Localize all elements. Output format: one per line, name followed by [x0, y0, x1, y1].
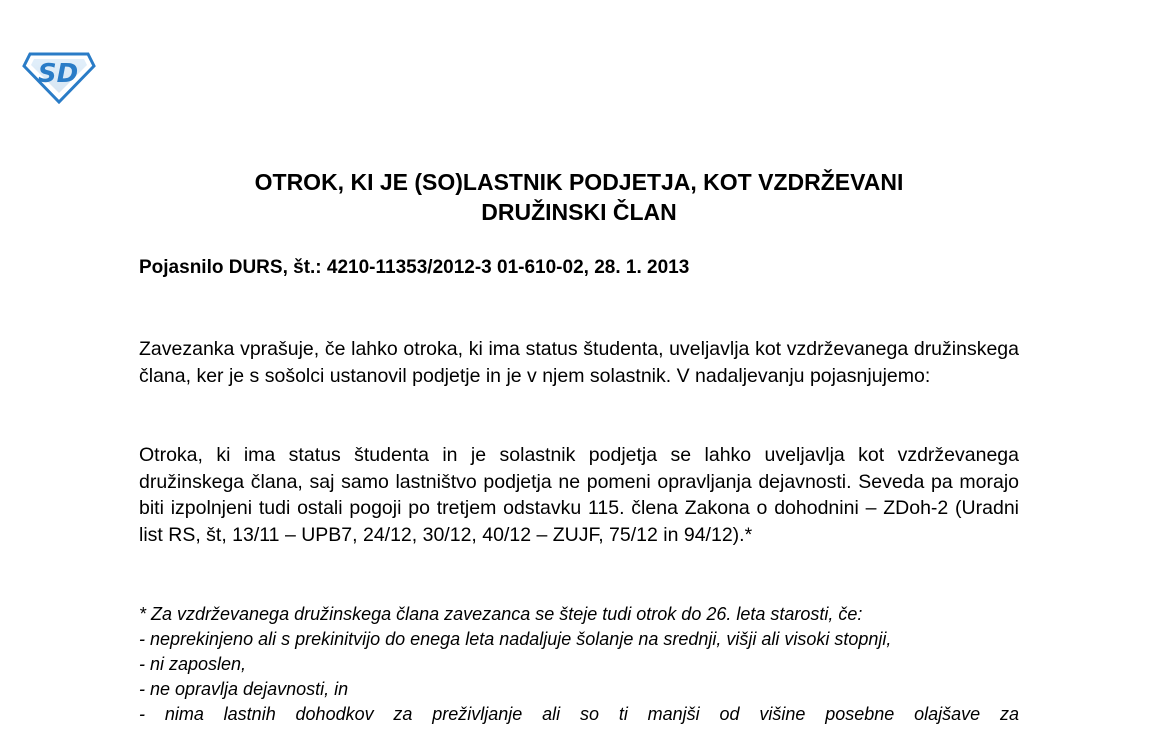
footnote-intro: * Za vzdrževanega družinskega člana zavezanca se šteje tudi otrok do 26. leta starosti, če:: [139, 604, 863, 624]
title-line-1: OTROK, KI JE (SO)LASTNIK PODJETJA, KOT VZDRŽEVANI: [254, 169, 904, 195]
footnote-item: - ne opravlja dejavnosti, in: [139, 679, 349, 699]
document-reference: Pojasnilo DURS, št.: 4210-11353/2012-3 01-610-02, 28. 1. 2013: [139, 257, 690, 278]
footnote-item: - nima lastnih dohodkov za preživljanje ali so ti manjši od višine posebne olajšave za: [139, 704, 1019, 724]
sd-shield-logo-icon: [22, 50, 96, 104]
paragraph-question: Zavezanka vprašuje, če lahko otroka, ki ima status študenta, uveljavlja kot vzdrževanega družinskega člana, ker je s sošolci ustanovil podjetje in je v njem solastnik. V nadaljevanju pojasnjujemo:: [139, 338, 1019, 387]
footnote-item: - neprekinjeno ali s prekinitvijo do enega leta nadaljuje šolanje na srednji, višji ali visoki stopnji,: [139, 629, 892, 649]
paragraph-answer: Otroka, ki ima status študenta in je solastnik podjetja se lahko uveljavlja kot vzdrževanega družinskega člana, saj samo lastništvo podjetja ne pomeni opravljanja dejavnosti. Seveda pa morajo biti izpolnjeni tudi ostali pogoji po tretjem odstavku 115. člena Zakona o dohodnini – ZDoh-2 (Uradni list RS, št, 13/11 – UPB7, 24/12, 30/12, 40/12 – ZUJF, 75/12 in 94/12).*: [139, 444, 1019, 546]
footnote: [139, 602, 1019, 727]
sd-logo: [22, 50, 96, 104]
page-title: [139, 167, 1019, 227]
title-line-2: DRUŽINSKI ČLAN: [481, 199, 677, 225]
footnote-item: - ni zaposlen,: [139, 654, 247, 674]
logo-text: SD: [37, 59, 79, 89]
